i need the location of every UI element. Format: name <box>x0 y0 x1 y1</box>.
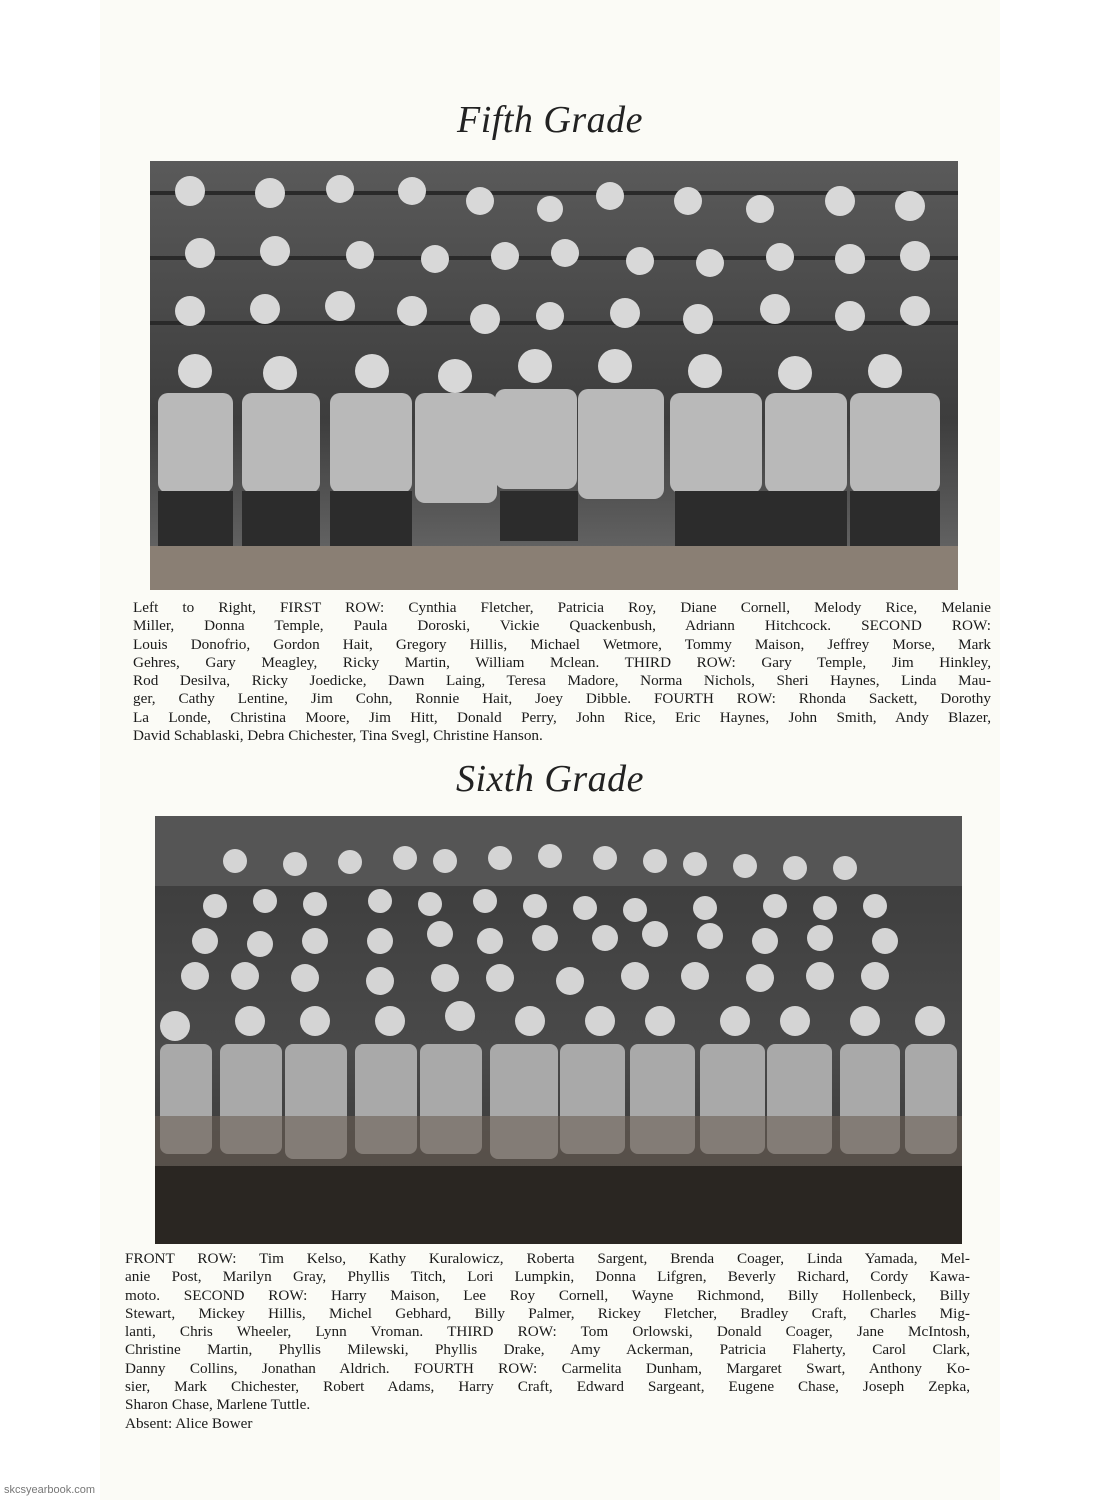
caption-line: moto. SECOND ROW: Harry Maison, Lee Roy Cornell, Wayne Richmond, Billy Hollenbeck, Billy <box>125 1286 970 1304</box>
caption-line: Christine Martin, Phyllis Milewski, Phyllis Drake, Amy Ackerman, Patricia Flaherty, Carol Clark, <box>125 1341 970 1359</box>
caption-line: lanti, Chris Wheeler, Lynn Vroman. THIRD ROW: Tom Orlowski, Donald Coager, Jane McIntosh, <box>125 1323 970 1341</box>
watermark: skcsyearbook.com <box>4 1484 96 1496</box>
caption-line: Left to Right, FIRST ROW: Cynthia Fletcher, Patricia Roy, Diane Cornell, Melody Rice, Melanie <box>133 599 991 616</box>
fifth-grade-title: Fifth Grade <box>457 99 643 141</box>
caption-line: Gehres, Gary Meagley, Ricky Martin, William Mclean. THIRD ROW: Gary Temple, Jim Hinkley, <box>133 653 991 671</box>
caption-line: David Schablaski, Debra Chichester, Tina Svegl, Christine Hanson. <box>133 727 543 745</box>
caption-line: anie Post, Marilyn Gray, Phyllis Titch, Lori Lumpkin, Donna Lifgren, Beverly Richard, Cordy Kawa- <box>125 1268 970 1286</box>
caption-line: ger, Cathy Lentine, Jim Cohn, Ronnie Hait, Joey Dibble. FOURTH ROW: Rhonda Sackett, Dorothy <box>133 690 991 708</box>
caption-line: Absent: Alice Bower <box>125 1414 253 1432</box>
caption-line: Stewart, Mickey Hillis, Michel Gebhard, Billy Palmer, Rickey Fletcher, Bradley Craft, Charles Mig- <box>125 1304 970 1322</box>
sixth-grade-class-photo <box>155 816 962 1244</box>
caption-line: La Londe, Christina Moore, Jim Hitt, Donald Perry, John Rice, Eric Haynes, John Smith, Andy Blazer, <box>133 708 991 726</box>
caption-line: sier, Mark Chichester, Robert Adams, Harry Craft, Edward Sargeant, Eugene Chase, Joseph Zepka, <box>125 1378 970 1396</box>
fifth-grade-class-photo <box>150 161 958 590</box>
sixth-grade-caption <box>125 1250 970 1433</box>
caption-line: Louis Donofrio, Gordon Hait, Gregory Hillis, Michael Wetmore, Tommy Maison, Jeffrey Morse, Mark <box>133 635 991 653</box>
caption-line: Sharon Chase, Marlene Tuttle. <box>125 1396 311 1414</box>
caption-line: Miller, Donna Temple, Paula Doroski, Vickie Quackenbush, Adriann Hitchcock. SECOND ROW: <box>133 617 991 635</box>
sixth-grade-title: Sixth Grade <box>455 758 645 800</box>
caption-line: Rod Desilva, Ricky Joedicke, Dawn Laing, Teresa Madore, Norma Nichols, Sheri Haynes, Linda Mau- <box>133 672 991 690</box>
caption-line: FRONT ROW: Tim Kelso, Kathy Kuralowicz, Roberta Sargent, Brenda Coager, Linda Yamada, Mel- <box>125 1250 970 1267</box>
fifth-grade-caption <box>133 599 991 745</box>
caption-line: Danny Collins, Jonathan Aldrich. FOURTH ROW: Carmelita Dunham, Margaret Swart, Anthony Ko- <box>125 1359 970 1377</box>
